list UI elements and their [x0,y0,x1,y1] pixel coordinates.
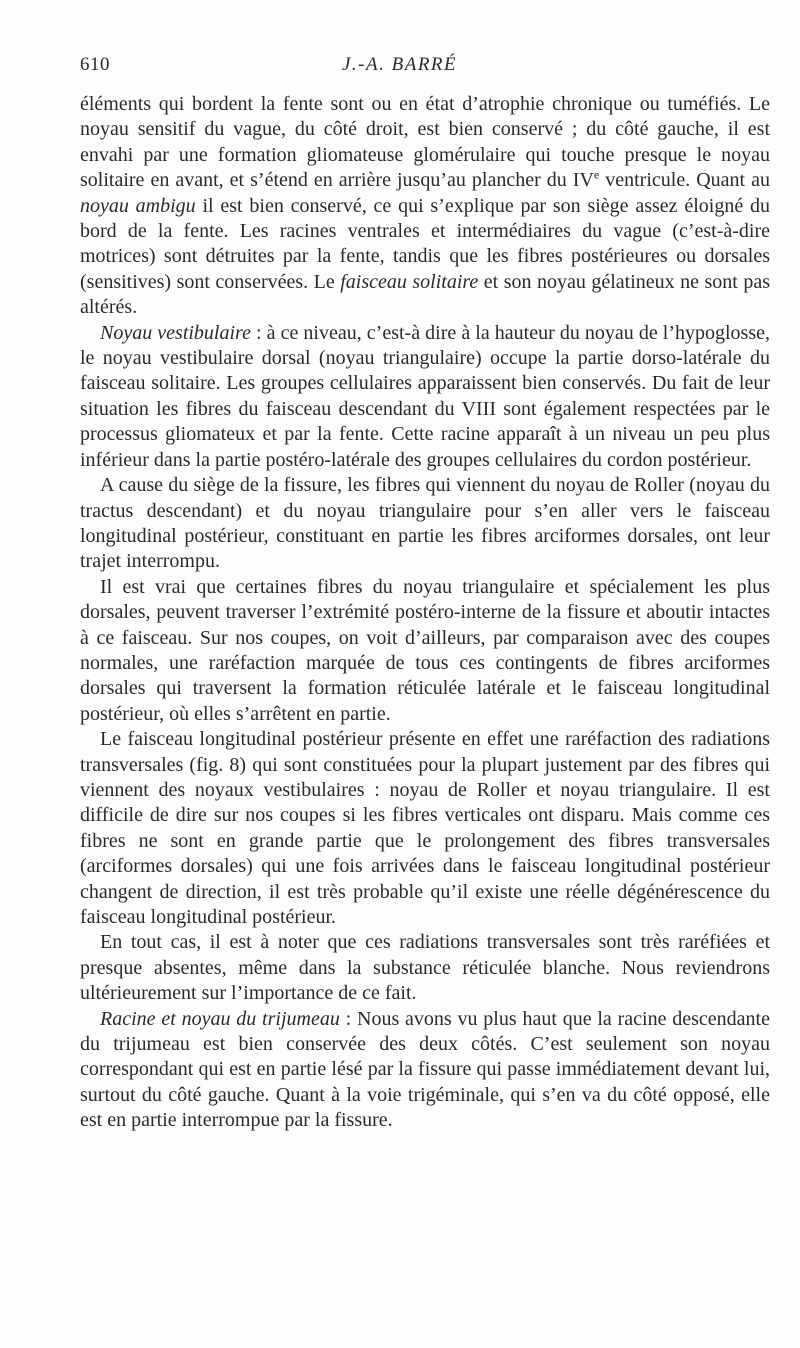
paragraph [80,321,770,473]
text-run: Le faisceau longitudinal postérieur présente en effet une raréfaction des radiations transversales (fig. 8) qui sont constituées pour la plupart justement par des fibres qui viennent des noyaux vestibulaires : noyau de Roller et noyau triangulaire. Il est difficile de dire sur nos coupes si les fibres verticales ont disparu. Mais comme ces fibres ne sont en grande partie que le prolongement des fibres transversales (arciformes dorsales) qui une fois arrivées dans le faisceau longitudinal postérieur changent de direction, il est très probable qu’il existe une réelle dégénérescence du faisceau longitudinal postérieur. [80,728,770,928]
text-run: A cause du siège de la fissure, les fibres qui viennent du noyau de Roller (noyau du tractus descendant) et du noyau triangulaire pour s’en aller vers le faisceau longitudinal postérieur, constituant en partie les fibres arciformes dorsales, ont leur trajet interrompu. [80,474,770,573]
paragraph [80,1007,770,1134]
page-number: 610 [80,54,110,75]
paragraph [80,727,770,930]
italic-text: Racine et noyau du trijumeau [100,1007,340,1030]
author-running-title: J.-A. BARRÉ [342,54,458,75]
body-text [80,92,770,1134]
text-run: Il est vrai que certaines fibres du noyau triangulaire et spécialement les plus dorsales, peuvent traverser l’extrémité postéro-interne de la fissure et aboutir intactes à ce faisceau. Sur nos coupes, on voit d’ailleurs, par comparaison avec des coupes normales, une raréfaction marquée de tous ces contingents de fibres arciformes dorsales qui traversent la formation réticulée latérale et le faisceau longitudinal postérieur, où elles s’arrêtent en partie. [80,575,770,725]
text-run: ventricule. Quant au [599,169,770,192]
running-head [80,54,770,84]
text-run: : Nous avons vu plus haut que la racine descendante du trijumeau est bien conservée des deux côtés. C’est seulement son noyau correspondant qui est en partie lésé par la fissure qui passe immédiatement devant lui, surtout du côté gauche. Quant à la voie trigéminale, qui s’en va du côté opposé, elle est en partie interrompue par la fissure. [80,1007,770,1132]
paragraph [80,473,770,575]
text-run: il est bien conservé, ce qui s’explique par son siège assez éloigné du bord de la fente. Les racines ventrales et intermédiaires du vague (c’est-à-dire motrices) sont détruites par la fente, tandis que les fibres postérieures ou dorsales (sensitives) sont conservées. Le [80,194,770,293]
italic-text: noyau ambigu [80,194,196,217]
paragraph [80,92,770,321]
text-run: En tout cas, il est à noter que ces radiations transversales sont très raréfiées et presque absentes, même dans la substance réticulée blanche. Nous reviendrons ultérieurement sur l’importance de ce fait. [80,931,770,1005]
italic-text: faisceau solitaire [340,270,479,293]
text-run: et son noyau gélatineux ne sont pas altérés. [80,270,771,319]
paragraph [80,930,770,1006]
paragraph [80,575,770,727]
italic-text: Noyau vestibulaire [100,321,251,344]
text-run: : à ce niveau, c’est-à dire à la hauteur du noyau de l’hypoglosse, le noyau vestibulaire dorsal (noyau triangulaire) occupe la partie dorso-latérale du faisceau solitaire. Les groupes cellulaires apparaissent bien conservés. Du fait de leur situation les fibres du faisceau descendant du VIII sont également respectées par le processus gliomateux et par la fente. Cette racine apparaît à un niveau un peu plus inférieur dans la partie postéro-latérale des groupes cellulaires du cordon postérieur. [80,321,770,471]
text-run: éléments qui bordent la fente sont ou en état d’atrophie chronique ou tuméfiés. Le noyau sensitif du vague, du côté droit, est bien conservé ; du côté gauche, il est envahi par une formation gliomateuse glomérulaire qui touche presque le noyau solitaire en avant, et s’étend en arrière jusqu’au plancher du IV [80,93,770,192]
superscript-text: e [593,167,600,182]
